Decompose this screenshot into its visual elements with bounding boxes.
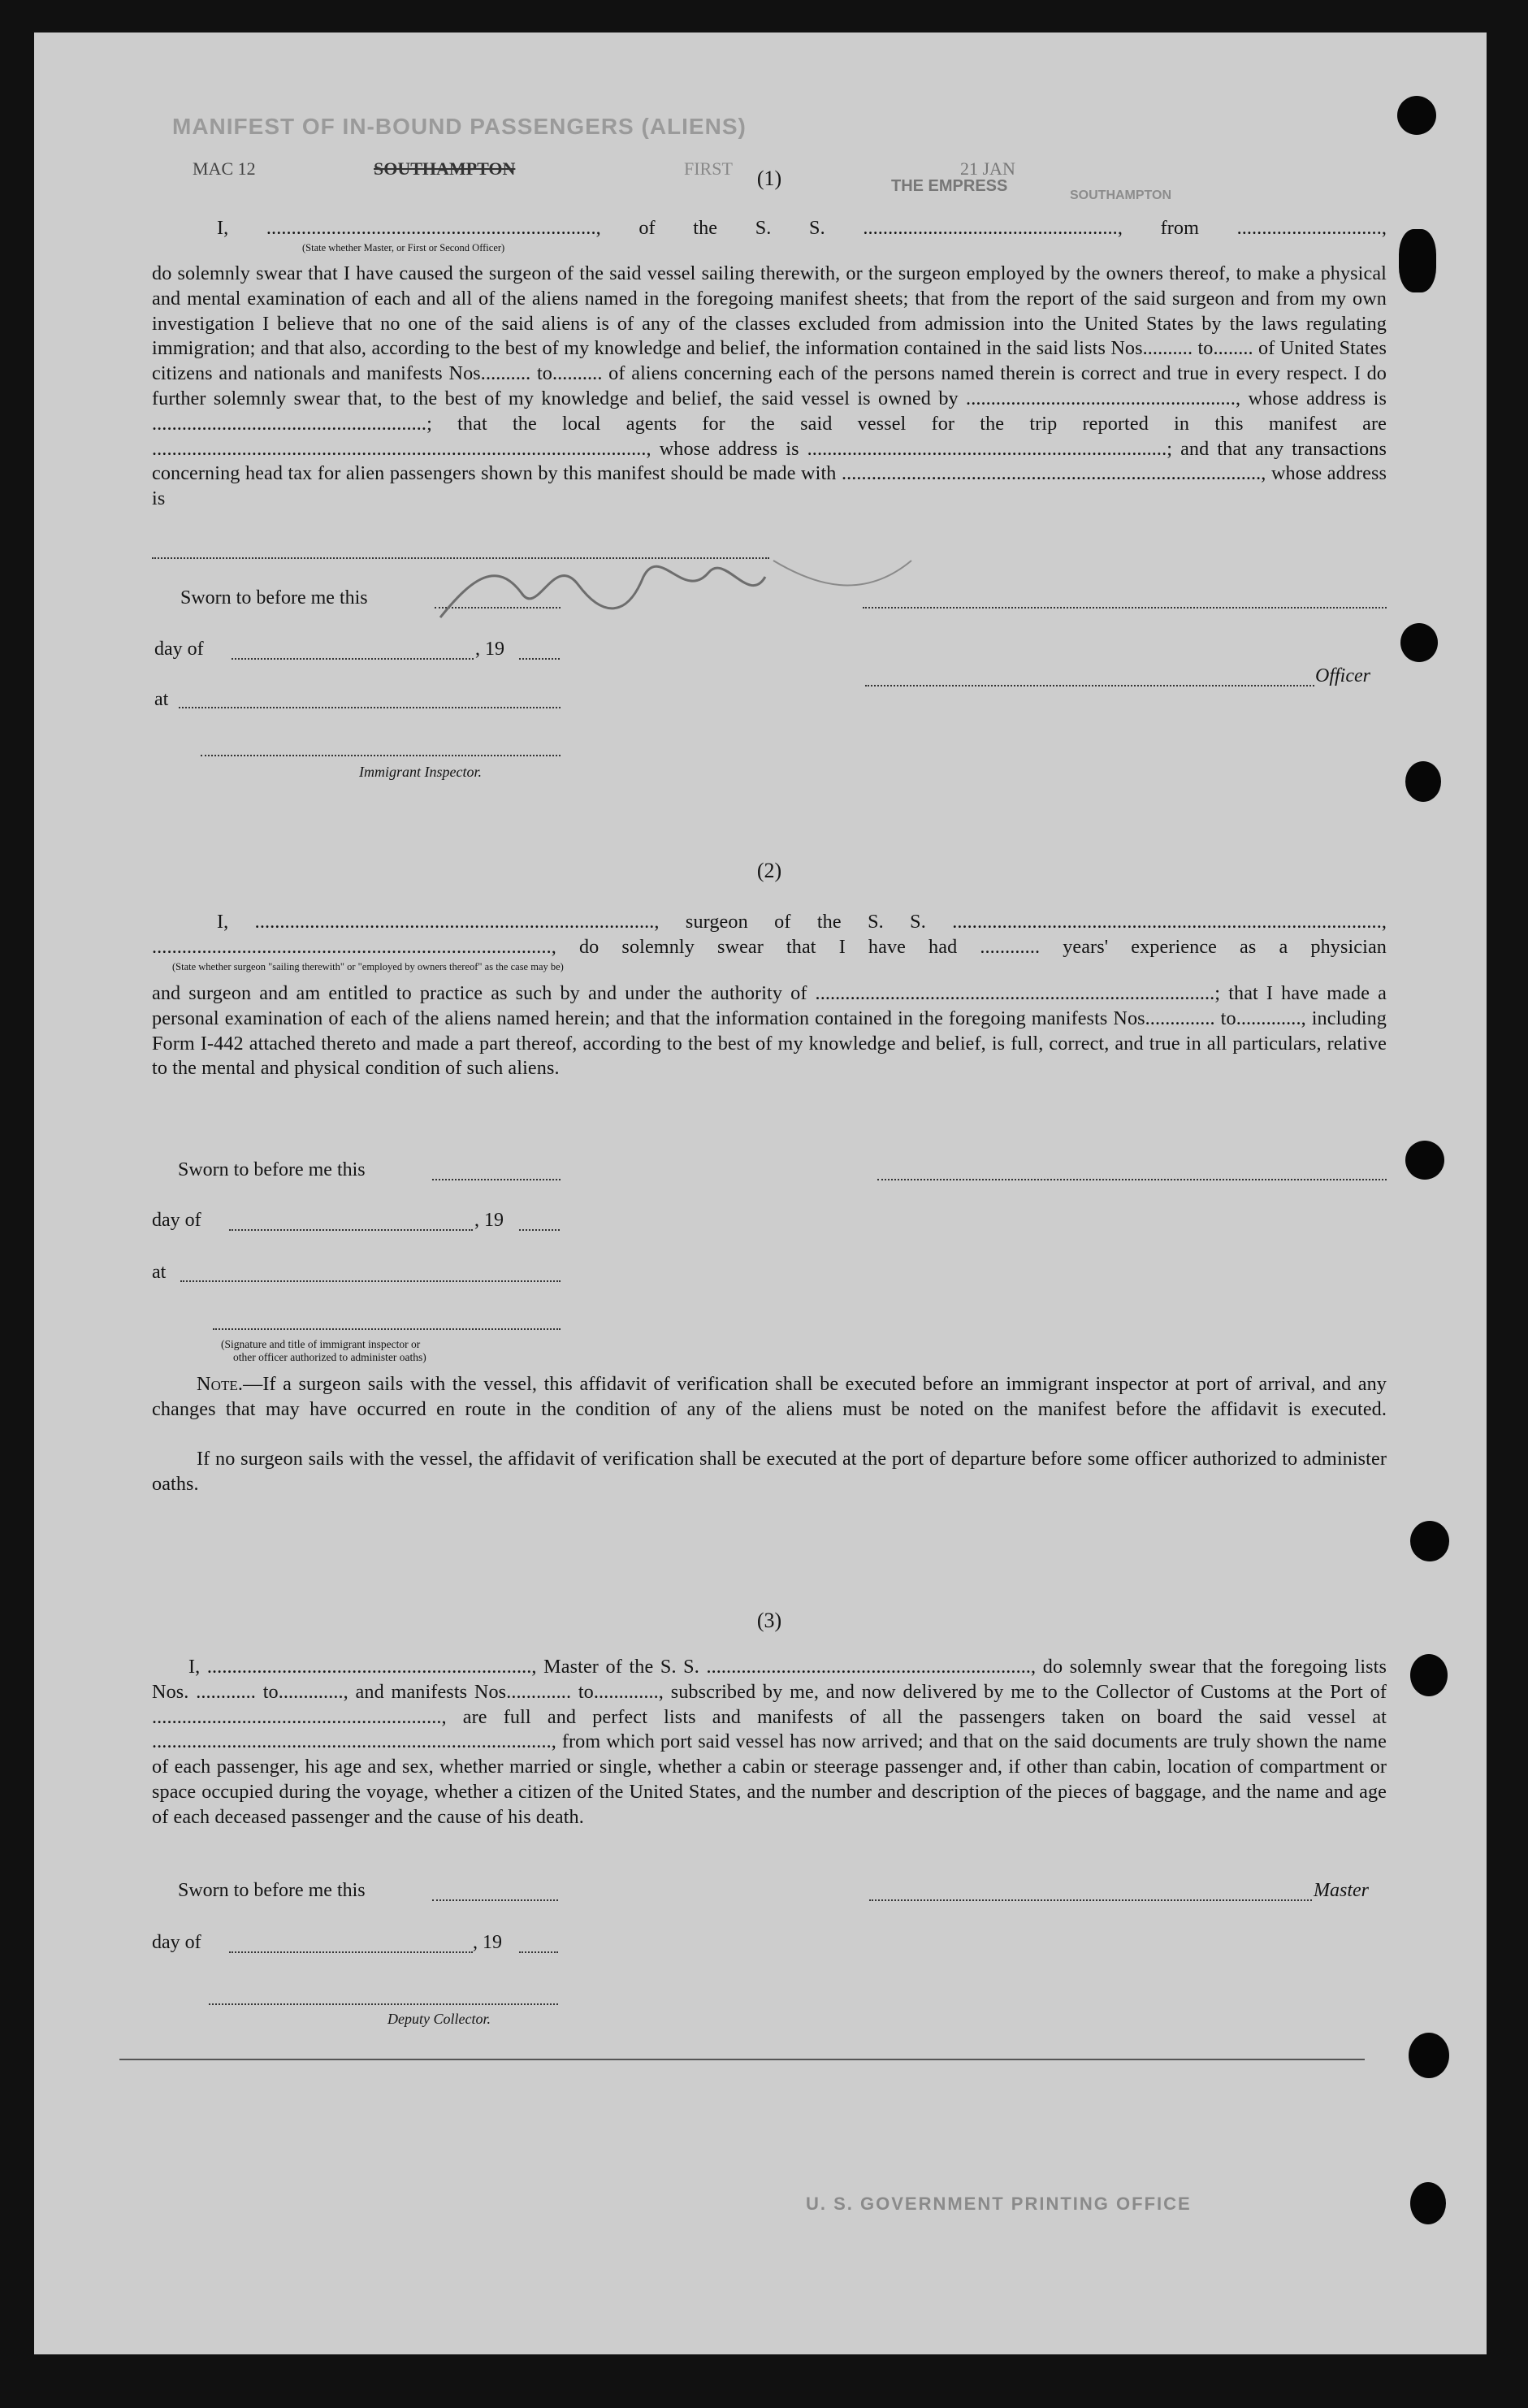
s1-inspector-line — [201, 755, 561, 756]
header-class: FIRST — [684, 158, 733, 179]
header-date-left: MAC 12 — [193, 158, 256, 179]
s2-note-2: If no surgeon sails with the vessel, the affidavit of verification shall be executed at the port of departure before some officer authorized to administer oaths. — [152, 1448, 1387, 1495]
section-1-officer-note: (State whether Master, or First or Second Officer) — [302, 242, 505, 253]
s3-deputy-label: Deputy Collector. — [387, 2011, 491, 2027]
s3-year-line — [519, 1951, 558, 1953]
s3-master-label: Master — [1314, 1880, 1369, 1901]
s2-at-label: at — [152, 1262, 167, 1283]
s2-year-line — [519, 1229, 560, 1231]
section-3-number: (3) — [756, 1609, 782, 1632]
binder-hole-1 — [1397, 96, 1436, 135]
s2-note — [152, 1372, 1387, 1423]
s1-officer-line-2 — [865, 685, 1314, 686]
s3-sworn-line — [432, 1899, 558, 1901]
signature-scribble — [424, 528, 928, 642]
s3-day-label: day of — [152, 1932, 201, 1953]
s1-sworn-label: Sworn to before me this — [180, 587, 368, 608]
binder-hole-8 — [1409, 2033, 1449, 2078]
binder-hole-4 — [1405, 761, 1441, 802]
manifest-title-faint: MANIFEST OF IN-BOUND PASSENGERS (ALIENS) — [172, 114, 747, 139]
s2-day-line — [229, 1229, 473, 1231]
section-1-number: (1) — [756, 167, 782, 190]
header-ship-struck: SOUTHAMPTON — [374, 158, 516, 179]
binder-hole-7 — [1410, 1654, 1448, 1696]
s2-sworn-line — [432, 1179, 561, 1180]
section-2-body2: and surgeon and am entitled to practice as such by and under the authority of ................................................................................; that I have made a personal examination of each of the aliens named herein; and that the information contained in the foregoing manifests Nos.............. to............., including Form I-442 attached thereto and made a part thereof, according to the best of my knowledge and belief, is full, correct, and true in all particulars, relative to the mental and physical condition of such aliens. — [152, 982, 1387, 1080]
s1-officer-label: Officer — [1315, 665, 1370, 686]
s1-at-label: at — [154, 689, 169, 710]
binder-hole-6 — [1410, 1521, 1449, 1561]
s2-year-label: , 19 — [474, 1210, 504, 1231]
s2-note-label: Note. — [197, 1373, 244, 1395]
s3-year-label: , 19 — [473, 1932, 502, 1953]
header-date-right: 21 JAN — [960, 158, 1015, 179]
s2-officer-line — [877, 1179, 1387, 1180]
section-2-body: ................................................................................, do solemnly swear that I have had ............ years' experience as a physician — [152, 936, 1387, 958]
print-code: U. S. GOVERNMENT PRINTING OFFICE — [806, 2194, 1192, 2214]
s3-deputy-line — [209, 2003, 558, 2005]
manifest-page — [34, 32, 1487, 2354]
binder-hole-9 — [1410, 2182, 1446, 2224]
binder-hole-3 — [1400, 623, 1438, 662]
binder-hole-2 — [1399, 229, 1436, 292]
s2-at-line — [180, 1280, 561, 1282]
s2-day-label: day of — [152, 1210, 201, 1231]
s2-signature-note-1: (Signature and title of immigrant inspector or — [221, 1338, 421, 1350]
section-2-number: (2) — [756, 859, 782, 882]
s1-officer-line-1 — [863, 607, 1387, 608]
header-port: SOUTHAMPTON — [1070, 188, 1172, 202]
s2-signature-line — [213, 1328, 561, 1330]
section-2-first-line: I, ................................................................................, surgeon of the S. S. ......................................................................................, — [217, 911, 1387, 933]
s1-inspector-label: Immigrant Inspector. — [359, 764, 482, 780]
section-3-body: I, ................................................................., Master of the S. S. ................................................................., do solemnly swear that the foregoing lists Nos. ............ to............., and manifests Nos............. to............., subscribed by me, and now delivered by me to the Collector of Customs at the Port of .........................................................., are full and perfect lists and manifests of all the passengers taken on board the said vessel at ................................................................................, from which port said vessel has now arrived; and that on the said documents are truly shown the name of each passenger, his age and sex, whether married or single, whether a cabin or steerage passenger and, if other than cabin, location of compartment or space occupied during the voyage, whether a citizen of the United States, and the number and description of the pieces of baggage, and the name and age of each deceased passenger and the cause of his death. — [152, 1656, 1387, 1828]
s2-sworn-label: Sworn to before me this — [178, 1159, 366, 1180]
s1-day-label: day of — [154, 639, 204, 660]
section-2-surgeon-note: (State whether surgeon "sailing therewith" or "employed by owners thereof" as the case may be) — [172, 961, 564, 972]
s2-signature-note-2: other officer authorized to administer oaths) — [233, 1351, 426, 1363]
s1-day-line — [232, 658, 474, 660]
s1-year-line — [519, 658, 560, 660]
bottom-rule — [119, 2059, 1365, 2060]
s1-at-line — [179, 707, 561, 708]
binder-hole-5 — [1405, 1141, 1444, 1180]
s3-master-line — [869, 1899, 1312, 1901]
s2-note-text: —If a surgeon sails with the vessel, this affidavit of verification shall be executed before an immigrant inspector at port of arrival, and any changes that may have occurred en route in the condition of any of the aliens must be noted on the manifest before the affidavit is executed. — [152, 1373, 1387, 1420]
s3-day-line — [229, 1951, 473, 1953]
section-1-body: do solemnly swear that I have caused the surgeon of the said vessel sailing therewith, or the surgeon employed by the owners thereof, to make a physical and mental examination of each and all of the aliens named in the foregoing manifest sheets; that from the report of the said surgeon and from my own investigation I believe that no one of the said aliens is of any of the classes excluded from admission into the United States by the laws regulating immigration; and that also, according to the best of my knowledge and belief, the information contained in the said lists Nos.......... to........ of United States citizens and nationals and manifests Nos.......... to.......... of aliens concerning each of the persons named therein is correct and true in every respect. I do further solemnly swear that, to the best of my knowledge and belief, the said vessel is owned by ......................................................, whose address is .......................................................; that the local agents for the said vessel for the trip reported in this manifest are ..................................................................................................., whose address is ........................................................................; and that any transactions concerning head tax for alien passengers shown by this manifest should be made with ...................................................................................., whose address is — [152, 262, 1387, 510]
section-1-first-line: I, .................................................................., of the S. S. ..................................................., from ............................., — [217, 217, 1387, 239]
s1-year-label: , 19 — [475, 639, 504, 660]
header-ship-name: THE EMPRESS — [891, 177, 1008, 195]
s3-sworn-label: Sworn to before me this — [178, 1880, 366, 1901]
